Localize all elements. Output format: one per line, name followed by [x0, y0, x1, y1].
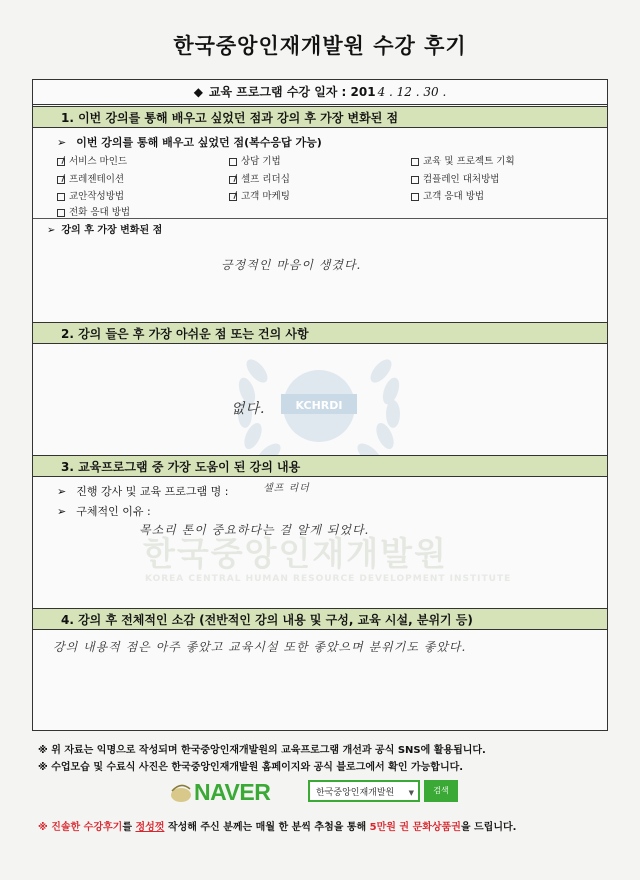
answer-change[interactable]: 긍정적인 마음이 생겼다.: [221, 258, 362, 272]
section3-sub-b: ➢ 구체적인 이유 :: [57, 505, 151, 518]
option-item[interactable]: 컴플레인 대처방법: [411, 171, 499, 185]
answer-suggestion[interactable]: 없다.: [231, 401, 266, 417]
answer-program[interactable]: 셀프 리더: [263, 483, 310, 494]
option-item[interactable]: 고객 응대 방법: [411, 188, 484, 202]
section2-heading: 2. 강의 들은 후 가장 아쉬운 점 또는 건의 사항: [33, 322, 607, 344]
naver-search-button[interactable]: 검색: [424, 780, 458, 802]
option-item[interactable]: 서비스 마인드: [57, 153, 127, 167]
checkbox-icon[interactable]: [57, 209, 65, 217]
option-item[interactable]: 전화 응대 방법: [57, 204, 130, 218]
naver-search-banner: [168, 779, 468, 807]
checkbox-icon[interactable]: [57, 176, 65, 184]
note-line-2: ※ 수업모습 및 수료식 사진은 한국중앙인재개발원 홈페이지와 공식 블로그에서 확인 가능합니다.: [38, 762, 464, 773]
checkbox-icon[interactable]: [229, 176, 237, 184]
option-item[interactable]: 셀프 리더십: [229, 171, 290, 185]
section3-heading: 3. 교육프로그램 중 가장 도움이 된 강의 내용: [33, 455, 607, 477]
date-row: [33, 80, 607, 105]
checkbox-icon[interactable]: [57, 158, 65, 166]
checkbox-icon[interactable]: [229, 193, 237, 201]
review-form: [32, 79, 608, 731]
checkbox-icon[interactable]: [57, 193, 65, 201]
arrow-icon: ➢: [57, 136, 67, 149]
arrow-icon: ➢: [57, 505, 67, 518]
naver-logo: NAVER: [194, 779, 271, 805]
option-item[interactable]: 프레젠테이션: [57, 171, 124, 185]
section1-sub-a: ➢ 이번 강의를 통해 배우고 싶었던 점(복수응답 가능): [57, 136, 322, 149]
bottom-note: ※ 진솔한 수강후기를 정성껏 작성해 주신 분께는 매월 한 분씩 추첨을 통해 5만원 권 문화상품권을 드립니다.: [38, 822, 517, 833]
answer-reason[interactable]: 목소리 톤이 중요하다는 걸 알게 되었다.: [139, 523, 370, 537]
section1-heading: 1. 이번 강의를 통해 배우고 싶었던 점과 강의 후 가장 변화된 점: [33, 106, 607, 128]
option-item[interactable]: 교안작성방법: [57, 188, 124, 202]
note-line-1: ※ 위 자료는 익명으로 작성되며 한국중앙인재개발원의 교육프로그램 개선과 공식 SNS에 활용됩니다.: [38, 745, 486, 756]
naver-search-input[interactable]: 한국중앙인재개발원 ▼: [308, 780, 420, 802]
watermark-title: 한국중앙인재개발원: [143, 534, 448, 573]
caret-down-icon[interactable]: ▼: [408, 789, 414, 797]
checkbox-icon[interactable]: [229, 158, 237, 166]
date-handwritten: 4 . 12 . 30 .: [377, 85, 447, 99]
watermark-english: KOREA CENTRAL HUMAN RESOURCE DEVELOPMENT INSTITUTE: [145, 574, 512, 584]
emblem-text: KCHRDI: [295, 399, 343, 412]
answer-overall[interactable]: 강의 내용적 점은 아주 좋았고 교육시설 또한 좋았으며 분위기도 좋았다.: [53, 640, 467, 654]
checkbox-icon[interactable]: [411, 193, 419, 201]
checkbox-icon[interactable]: [411, 176, 419, 184]
diamond-icon: ◆: [193, 85, 203, 99]
section4-heading: 4. 강의 후 전체적인 소감 (전반적인 강의 내용 및 구성, 교육 시설, 분위기 등): [33, 608, 607, 630]
arrow-icon: ➢: [47, 225, 56, 236]
page-title: 한국중앙인재개발원 수강 후기: [173, 34, 467, 58]
divider: [33, 218, 607, 219]
arrow-icon: ➢: [57, 485, 67, 498]
date-label: 교육 프로그램 수강 일자 : 201: [208, 85, 376, 99]
section3-sub-a: ➢ 진행 강사 및 교육 프로그램 명 :: [57, 485, 229, 498]
section1-sub-b: ➢ 강의 후 가장 변화된 점: [47, 225, 163, 236]
naver-leaf-icon: [168, 781, 194, 805]
option-item[interactable]: 상담 기법: [229, 153, 281, 167]
checkbox-icon[interactable]: [411, 158, 419, 166]
option-item[interactable]: 고객 마케팅: [229, 188, 290, 202]
option-item[interactable]: 교육 및 프로젝트 기획: [411, 153, 515, 167]
